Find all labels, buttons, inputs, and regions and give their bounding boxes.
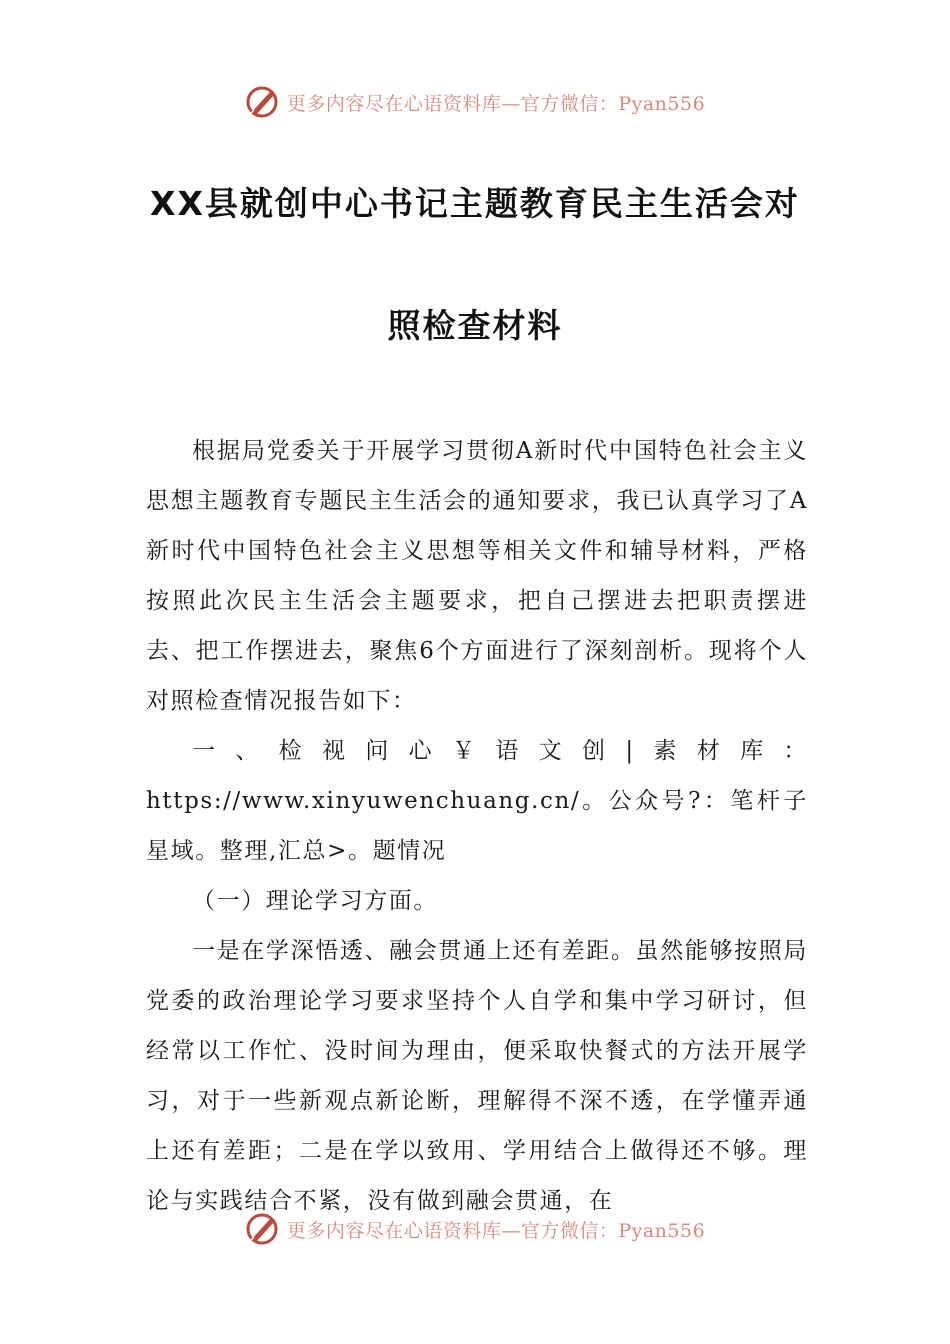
document-title-line-1: XX县就创中心书记主题教育民主生活会对 [150,184,800,223]
paragraph-section-heading: 一、检视问心￥语文创|素材库：https://www.xinyuwenchuang.cn/。公众号?：笔杆子星域。整理,汇总>。题情况 [146,738,808,864]
paragraph-intro: 根据局党委关于开展学习贯彻A新时代中国特色社会主义思想主题教育专题民主生活会的通知要求，我已认真学习了A新时代中国特色社会主义思想等相关文件和辅导材料，严格按照此次民主生活会主题要求，把自己摆进去把职责摆进去、把工作摆进去，聚焦6个方面进行了深刻剖析。现将个人对照检查情况报告如下： [146,438,808,714]
header-banner [0,82,950,122]
footer-banner-text: 更多内容尽在心语资料库—官方微信：Pyan556 [286,1219,706,1242]
header-banner-text: 更多内容尽在心语资料库—官方微信：Pyan556 [286,92,706,115]
footer-banner [0,1209,950,1249]
paragraph-subsection-heading: （一）理论学习方面。 [192,888,438,914]
quill-pen-logo-icon [245,1212,279,1246]
quill-pen-logo-icon [245,85,279,119]
document-body [146,426,808,1226]
document-title-line-2: 照检查材料 [387,306,563,345]
paragraph-theory-study: 一是在学深悟透、融会贯通上还有差距。虽然能够按照局党委的政治理论学习要求坚持个人自学和集中学习研讨，但经常以工作忙、没时间为理由，便采取快餐式的方法开展学习，对于一些新观点新论断，理解得不深不透，在学懂弄通上还有差距；二是在学以致用、学用结合上做得还不够。理论与实践结合不紧，没有做到融会贯通，在 [146,938,808,1214]
